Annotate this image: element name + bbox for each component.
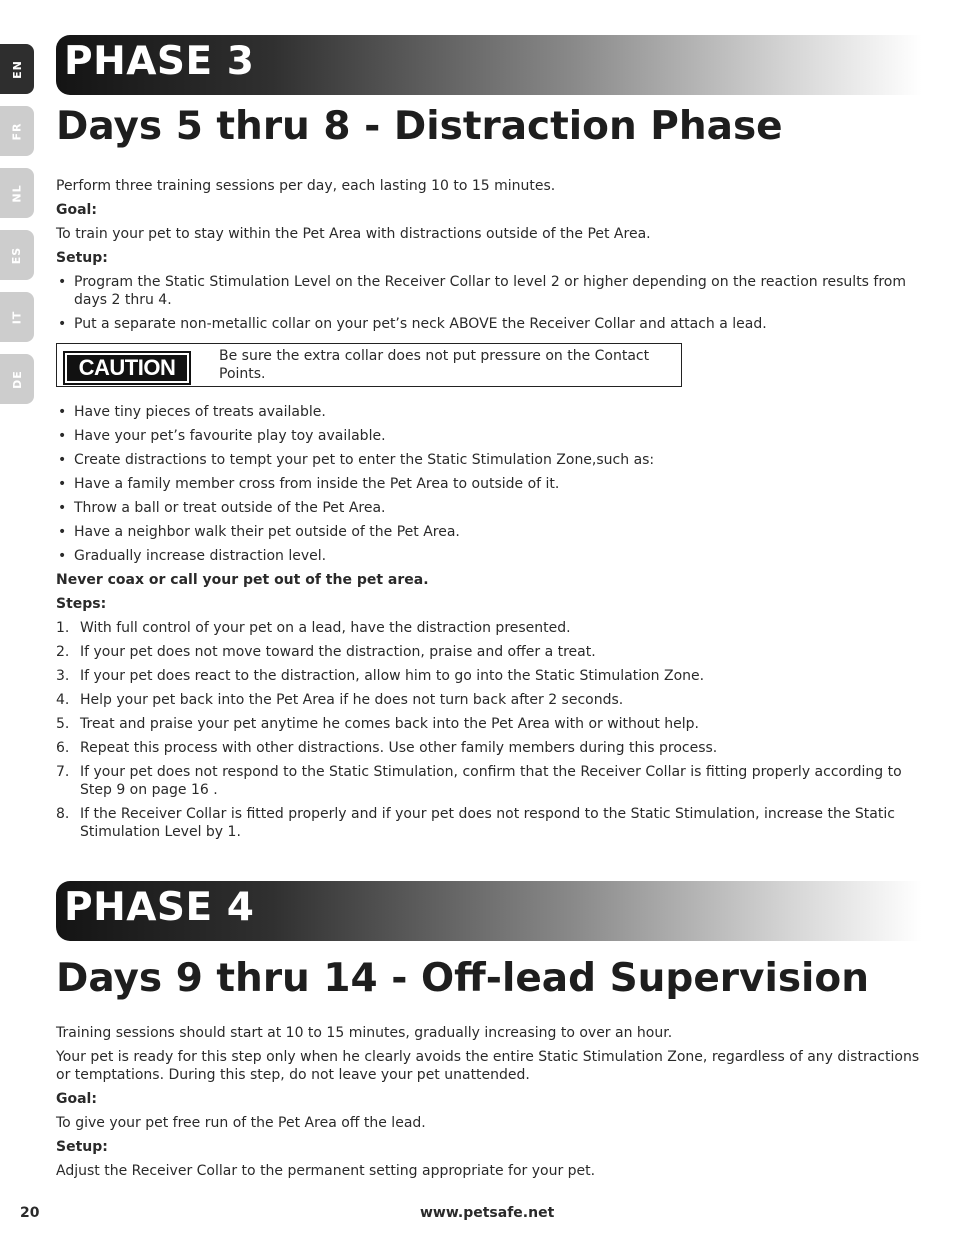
phase3-warning: Never coax or call your pet out of the pet area.	[56, 572, 429, 588]
lang-tab-it[interactable]	[0, 292, 34, 342]
phase4-title: Days 9 thru 14 - Off-lead Supervision	[56, 956, 869, 1001]
phase3-setup-list	[56, 273, 922, 333]
lang-tab-label: FR	[10, 122, 24, 140]
step-number: 7.	[56, 764, 70, 780]
list-item	[56, 667, 922, 685]
phase3-banner	[56, 35, 922, 95]
list-item	[56, 691, 922, 709]
list-item: • Have a neighbor walk their pet outside of the Pet Area.	[56, 523, 922, 541]
caution-badge-label: CAUTION	[78, 355, 176, 380]
phase4-body	[56, 1024, 922, 1186]
step-text: If your pet does react to the distraction, allow him to go into the Static Stimulation Zone.	[80, 668, 705, 684]
phase4-para1: Training sessions should start at 10 to 15 minutes, gradually increasing to over an hour.	[56, 1025, 673, 1041]
phase3-distraction-list	[56, 403, 922, 565]
step-number: 5.	[56, 716, 70, 732]
lang-tab-de[interactable]	[0, 354, 34, 404]
list-item	[56, 619, 922, 637]
page-number: 20	[20, 1205, 40, 1221]
list-item	[56, 739, 922, 757]
list-item: • Have a family member cross from inside the Pet Area to outside of it.	[56, 475, 922, 493]
lang-tab-nl[interactable]	[0, 168, 34, 218]
step-number: 6.	[56, 740, 70, 756]
step-text: Help your pet back into the Pet Area if he does not turn back after 2 seconds.	[80, 692, 624, 708]
lang-tab-label: IT	[10, 310, 24, 324]
lang-tab-label: ES	[10, 246, 24, 264]
phase4-goal-label: Goal:	[56, 1091, 97, 1107]
lang-tab-es[interactable]	[0, 230, 34, 280]
phase3-goal-label: Goal:	[56, 202, 97, 218]
lang-tab-label: NL	[10, 183, 24, 203]
lang-tab-fr[interactable]	[0, 106, 34, 156]
phase4-setup-text: Adjust the Receiver Collar to the permanent setting appropriate for your pet.	[56, 1163, 596, 1179]
list-item	[56, 715, 922, 733]
step-number: 4.	[56, 692, 70, 708]
caution-box	[56, 343, 682, 387]
phase3-steps-list	[56, 619, 922, 841]
step-text: If your pet does not respond to the Static Stimulation, confirm that the Receiver Collar is fitting properly according to Step 9 on page 16 .	[80, 764, 902, 798]
footer-url-link[interactable]: www.petsafe.net	[420, 1205, 555, 1221]
step-number: 3.	[56, 668, 70, 684]
step-text: Repeat this process with other distractions. Use other family members during this process.	[80, 740, 718, 756]
phase4-banner-label: PHASE 4	[64, 885, 255, 930]
phase3-banner-label: PHASE 3	[64, 39, 255, 84]
list-item	[56, 805, 922, 841]
step-text: If the Receiver Collar is fitted properly and if your pet does not respond to the Static Stimulation, increase the Static Stimulation Level by 1.	[80, 806, 895, 840]
list-item: • Put a separate non-metallic collar on your pet’s neck ABOVE the Receiver Collar and attach a lead.	[56, 315, 922, 333]
lang-tab-en[interactable]	[0, 44, 34, 94]
phase3-goal-text: To train your pet to stay within the Pet Area with distractions outside of the Pet Area.	[56, 226, 651, 242]
step-text: Treat and praise your pet anytime he comes back into the Pet Area with or without help.	[80, 716, 700, 732]
list-item: • Have your pet’s favourite play toy available.	[56, 427, 922, 445]
list-item	[56, 763, 922, 799]
lang-tab-label: EN	[10, 59, 24, 79]
list-item: • Gradually increase distraction level.	[56, 547, 922, 565]
step-text: With full control of your pet on a lead, have the distraction presented.	[80, 620, 571, 636]
phase4-para2: Your pet is ready for this step only when he clearly avoids the entire Static Stimulation Zone, regardless of any distractions or temptations. During this step, do not leave your pet unattended.	[56, 1049, 920, 1083]
step-number: 1.	[56, 620, 70, 636]
phase3-intro: Perform three training sessions per day, each lasting 10 to 15 minutes.	[56, 178, 556, 194]
list-item: • Create distractions to tempt your pet to enter the Static Stimulation Zone,such as:	[56, 451, 922, 469]
phase3-steps-label: Steps:	[56, 596, 107, 612]
list-item: • Have tiny pieces of treats available.	[56, 403, 922, 421]
lang-tab-label: DE	[10, 369, 24, 389]
phase4-setup-label: Setup:	[56, 1139, 108, 1155]
list-item: • Program the Static Stimulation Level on the Receiver Collar to level 2 or higher depending on the reaction results from days 2 thru 4.	[56, 273, 922, 309]
phase3-body	[56, 177, 922, 847]
phase4-banner	[56, 881, 922, 941]
step-number: 8.	[56, 806, 70, 822]
step-number: 2.	[56, 644, 70, 660]
phase3-setup-label: Setup:	[56, 250, 108, 266]
caution-text: Be sure the extra collar does not put pressure on the Contact Points.	[219, 348, 650, 382]
list-item	[56, 643, 922, 661]
phase4-goal-text: To give your pet free run of the Pet Area off the lead.	[56, 1115, 426, 1131]
step-text: If your pet does not move toward the distraction, praise and offer a treat.	[80, 644, 596, 660]
phase3-title: Days 5 thru 8 - Distraction Phase	[56, 104, 783, 149]
list-item: • Throw a ball or treat outside of the Pet Area.	[56, 499, 922, 517]
caution-badge	[63, 351, 191, 385]
